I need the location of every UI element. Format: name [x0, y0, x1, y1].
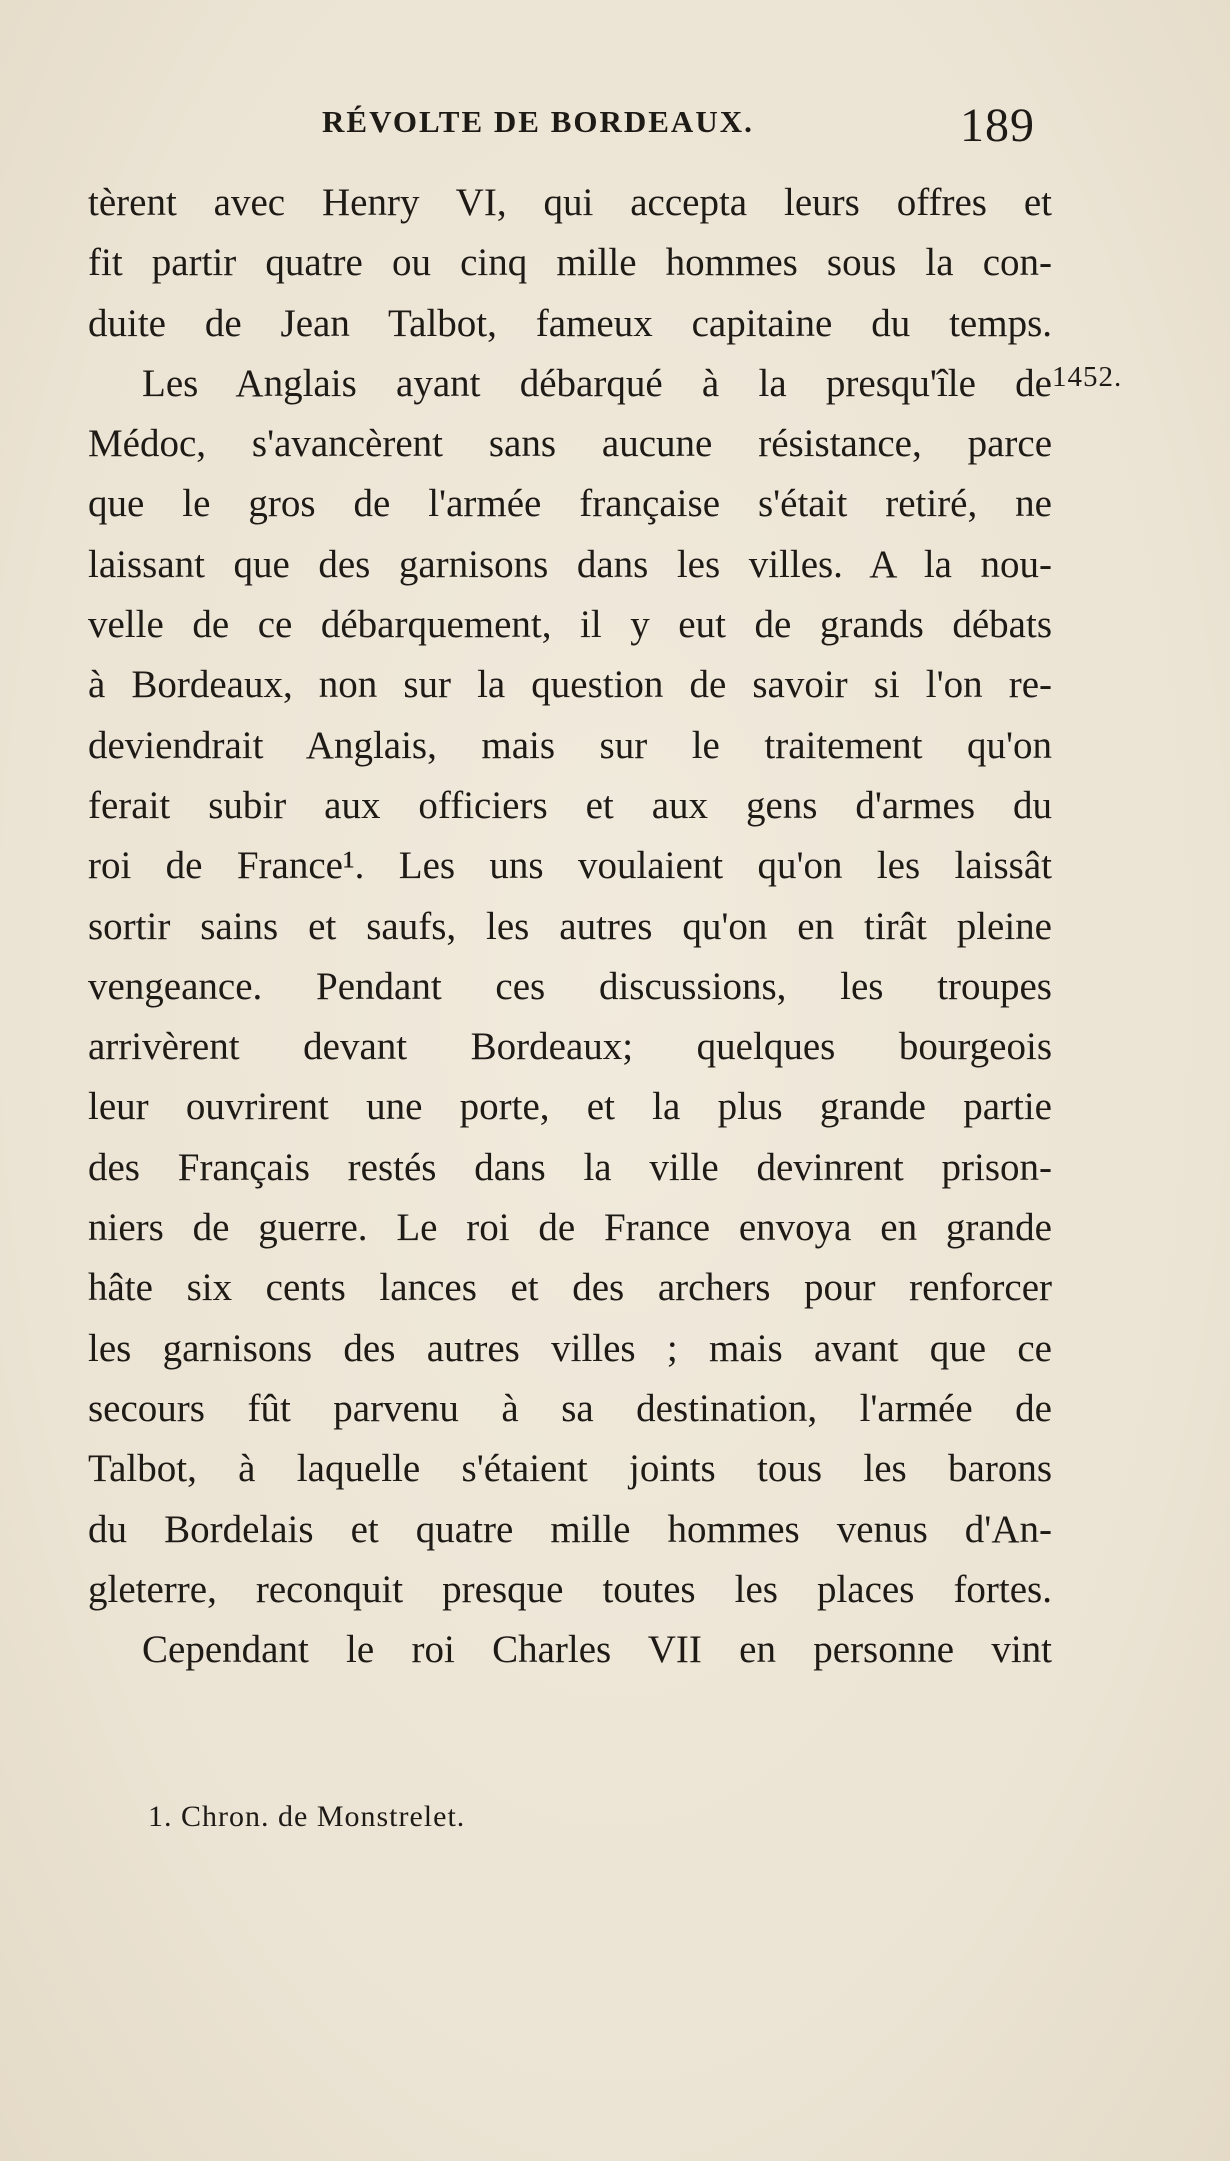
page-header [322, 98, 1042, 158]
text-line: arrivèrent devant Bordeaux; quelques bourgeois [88, 1025, 1052, 1069]
text-line: sortir sains et saufs, les autres qu'on en tirât pleine [88, 904, 1052, 948]
text-line: Talbot, à laquelle s'étaient joints tous les barons [88, 1447, 1052, 1491]
text-line: duite de Jean Talbot, fameux capitaine du temps. [88, 301, 1052, 345]
text-line: roi de France¹. Les uns voulaient qu'on les laissât [88, 844, 1052, 888]
text-line: ferait subir aux officiers et aux gens d'armes du [88, 783, 1052, 827]
text-line: secours fût parvenu à sa destination, l'armée de [88, 1386, 1052, 1430]
text-line: gleterre, reconquit presque toutes les places fortes. [88, 1567, 1052, 1611]
body-text [88, 173, 1052, 1680]
text-line: niers de guerre. Le roi de France envoya en grande [88, 1206, 1052, 1250]
text-line: leur ouvrirent une porte, et la plus grande partie [88, 1085, 1052, 1129]
text-line: deviendrait Anglais, mais sur le traitement qu'on [88, 723, 1052, 767]
text-line: à Bordeaux, non sur la question de savoir si l'on re- [88, 663, 1052, 707]
text-line: que le gros de l'armée française s'était retiré, ne [88, 482, 1052, 526]
text-line: Médoc, s'avancèrent sans aucune résistance, parce [88, 422, 1052, 466]
text-line: hâte six cents lances et des archers pour renforcer [88, 1266, 1052, 1310]
text-line: velle de ce débarquement, il y eut de grands débats [88, 603, 1052, 647]
text-line: du Bordelais et quatre mille hommes venus d'An- [88, 1507, 1052, 1551]
running-title: RÉVOLTE DE BORDEAUX. [322, 104, 754, 139]
text-line: tèrent avec Henry VI, qui accepta leurs offres et [88, 181, 1052, 224]
text-line-paragraph-start: Les Anglais ayant débarqué à la presqu'île de [142, 361, 1052, 405]
text-line: les garnisons des autres villes ; mais avant que ce [88, 1326, 1052, 1370]
text-line: vengeance. Pendant ces discussions, les troupes [88, 964, 1052, 1008]
margin-date-note: 1452. [1052, 361, 1123, 393]
footnote: 1. Chron. de Monstrelet. [148, 1800, 466, 1833]
page-number: 189 [960, 99, 1035, 152]
text-line: fit partir quatre ou cinq mille hommes sous la con- [88, 241, 1052, 285]
text-line-paragraph-start: Cependant le roi Charles VII en personne vint [142, 1628, 1052, 1672]
text-line: laissant que des garnisons dans les villes. A la nou- [88, 542, 1052, 586]
text-line: des Français restés dans la ville devinrent prison- [88, 1145, 1052, 1189]
